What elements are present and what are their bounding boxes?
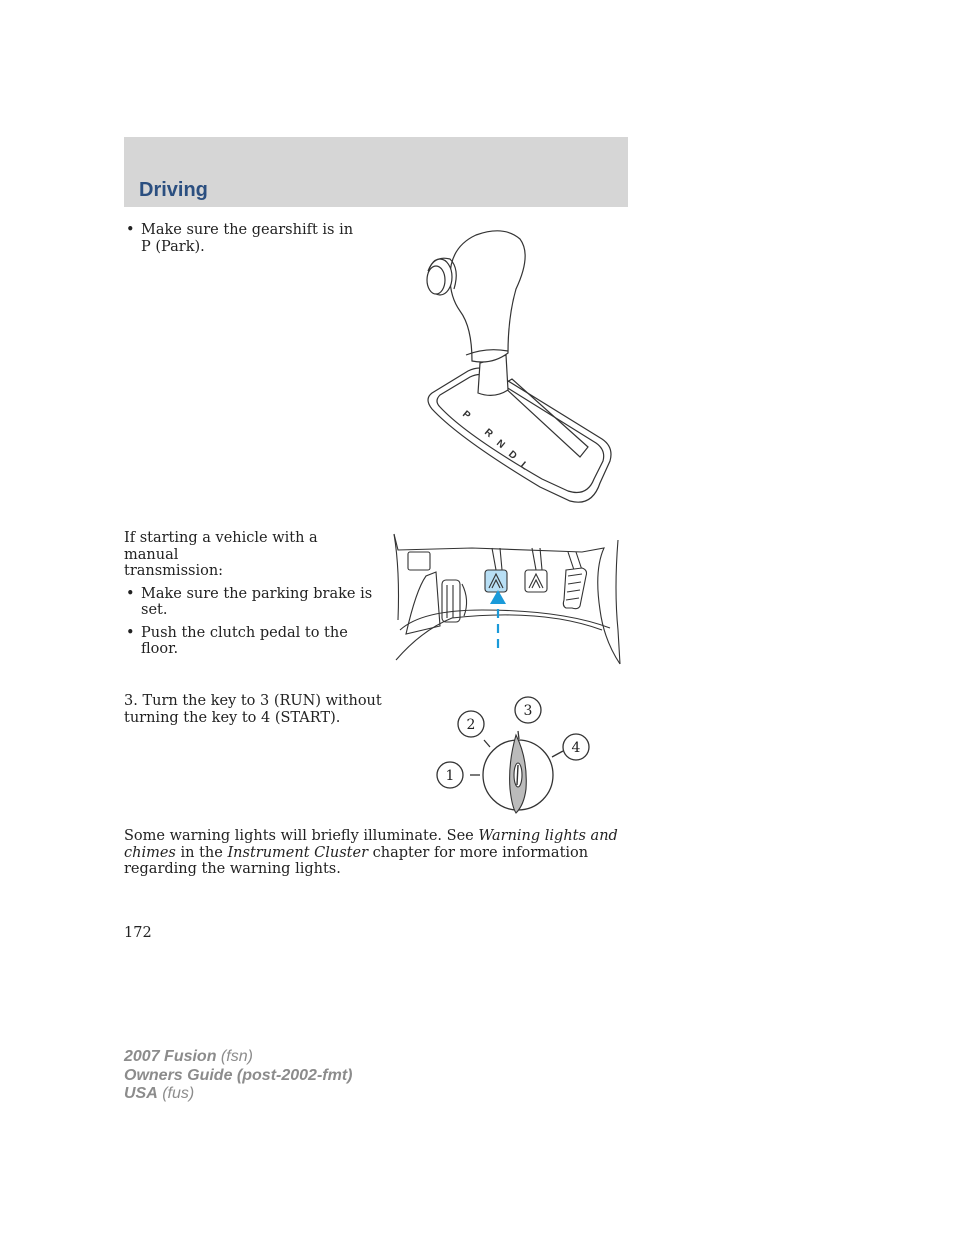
ignition-switch-illustration: [430, 693, 600, 818]
gear-label-d: D: [506, 448, 519, 462]
gearshift-instructions: [124, 222, 374, 261]
intro-paragraph: [124, 530, 374, 580]
gearshift-illustration: [420, 225, 620, 510]
bullet-parking-brake: [124, 586, 374, 619]
bullet-text-line: Make sure the gearshift is in: [141, 222, 354, 238]
gear-label-p: P: [460, 408, 473, 422]
paragraph-text: Some warning lights will briefly illuminate. See: [124, 828, 479, 844]
paragraph-text: chapter for more information: [368, 844, 589, 861]
key-position-1: 1: [445, 768, 455, 784]
bullet-marker: •: [126, 624, 135, 641]
page-number: 172: [124, 925, 152, 941]
cross-reference-warning-lights: Warning lights and: [478, 828, 618, 844]
bullet-clutch-pedal: [124, 625, 374, 658]
key-position-2: 2: [466, 717, 476, 733]
pedal-illustration: [392, 530, 624, 680]
gear-label-n: N: [494, 437, 507, 451]
ignition-instructions: [124, 693, 384, 726]
ignition-text-line: 3. Turn the key to 3 (RUN) without: [124, 693, 382, 709]
section-header-band: [124, 137, 628, 207]
footer-model: 2007 Fusion: [124, 1048, 217, 1065]
document-footer: [124, 1048, 352, 1104]
cross-reference-chimes: chimes: [124, 844, 176, 861]
bullet-marker: •: [126, 222, 135, 238]
cross-reference-instrument-cluster: Instrument Cluster: [227, 844, 368, 861]
key-position-4: 4: [571, 740, 581, 756]
bullet-marker: •: [126, 585, 135, 602]
key-position-3: 3: [523, 703, 533, 719]
gear-label-r: R: [482, 426, 495, 440]
paragraph-text: in the: [175, 844, 228, 861]
bullet-text-line: set.: [141, 602, 168, 618]
footer-guide-name: Owners Guide (post-2002-fmt): [124, 1066, 353, 1084]
footer-market: USA: [124, 1085, 158, 1102]
gear-label-l: L: [518, 459, 530, 473]
bullet-text-line: P (Park).: [141, 238, 205, 255]
bullet-gearshift-park: [124, 222, 374, 255]
bullet-text-line: floor.: [141, 641, 179, 657]
ignition-text-line: turning the key to 4 (START).: [124, 709, 341, 726]
footer-market-code: (fus): [157, 1085, 195, 1102]
bullet-text-line: Push the clutch pedal to the: [141, 624, 348, 641]
paragraph-text: regarding the warning lights.: [124, 861, 341, 877]
intro-line: If starting a vehicle with a manual: [124, 530, 318, 563]
manual-transmission-instructions: [124, 530, 374, 664]
intro-line: transmission:: [124, 563, 224, 579]
warning-lights-paragraph: [124, 828, 624, 878]
section-title: Driving: [139, 179, 208, 201]
bullet-text-line: Make sure the parking brake is: [141, 585, 373, 602]
footer-model-code: (fsn): [216, 1048, 253, 1065]
